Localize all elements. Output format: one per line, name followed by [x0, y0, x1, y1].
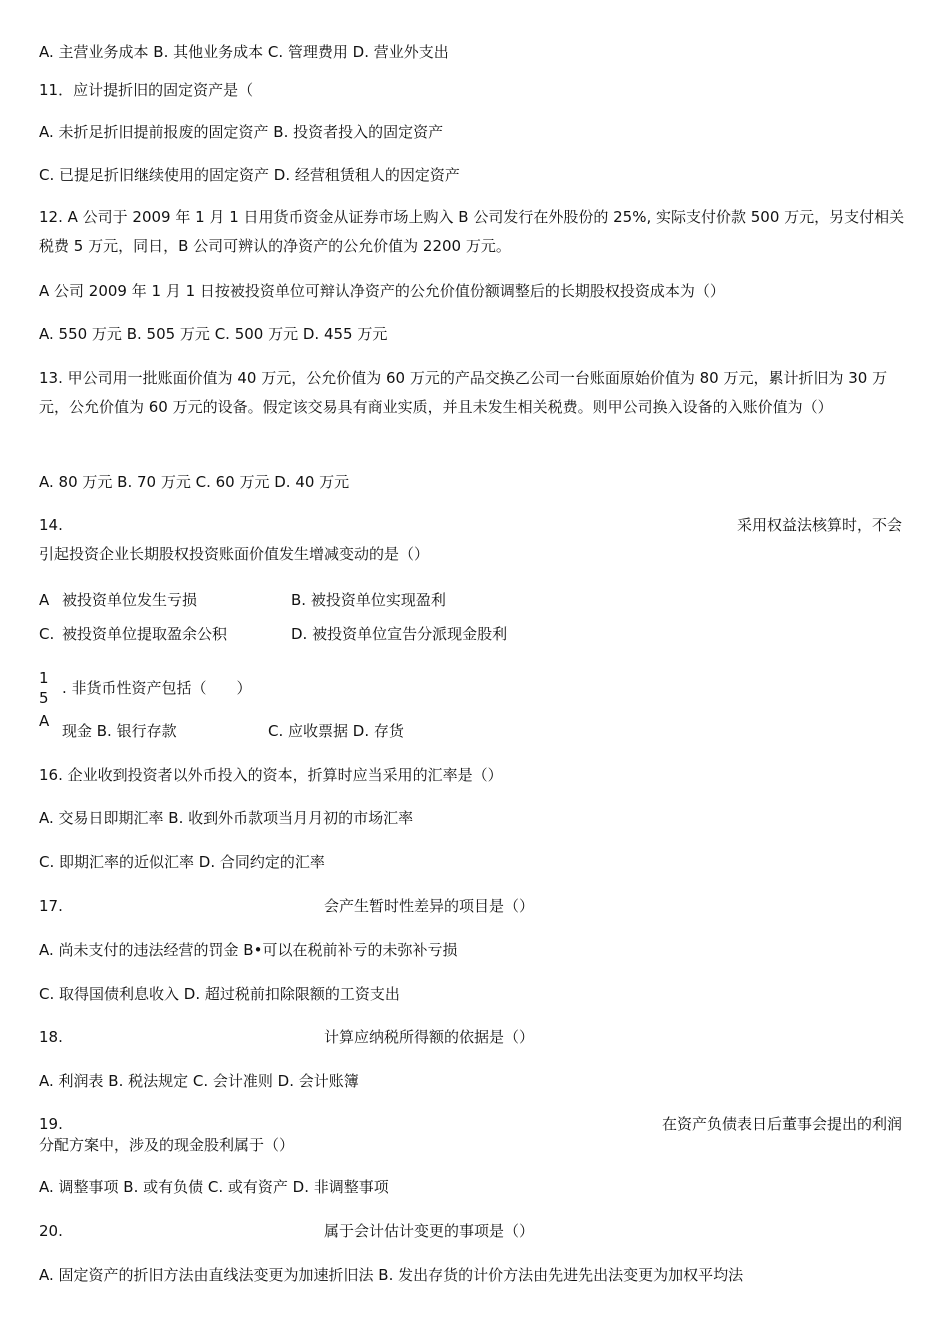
- q16-options-1: A. 交易日即期汇率 B. 收到外币款项当月月初的市场汇率: [39, 809, 414, 827]
- q18-stem: 计算应纳税所得额的依据是（）: [324, 1028, 535, 1046]
- q16-options-2: C. 即期汇率的近似汇率 D. 合同约定的汇率: [39, 853, 325, 871]
- q20-number: 20.: [39, 1222, 63, 1240]
- q12-stem-2: A 公司 2009 年 1 月 1 日按被投资单位可辩认净资产的公允价值份额调整后的长期股权投资成本为（）: [39, 282, 725, 300]
- q14-stem-cont: 引起投资企业长期股权投资账面价值发生增减变动的是（）: [39, 545, 430, 563]
- q14-option-a-label: A: [39, 591, 50, 609]
- q15-options-1: 现金 B. 银行存款: [62, 722, 177, 740]
- q13-options: A. 80 万元 B. 70 万元 C. 60 万元 D. 40 万元: [39, 473, 350, 491]
- q20-options-1: A. 固定资产的折旧方法由直线法变更为加速折旧法 B. 发出存货的计价方法由先进先出法变更为加权平均法: [39, 1266, 744, 1284]
- q17-stem: 会产生暂时性差异的项目是（）: [324, 897, 535, 915]
- q14-option-c: 被投资单位提取盈余公积: [62, 625, 228, 643]
- q15-options-2: C. 应收票据 D. 存货: [268, 722, 404, 740]
- q16-stem: 16. 企业收到投资者以外币投入的资本，折算时应当采用的汇率是（）: [39, 766, 503, 784]
- q15-option-a-label: A: [39, 712, 50, 730]
- q19-options: A. 调整事项 B. 或有负债 C. 或有资产 D. 非调整事项: [39, 1178, 389, 1196]
- q17-options-1: A. 尚未支付的违法经营的罚金 B•可以在税前补亏的未弥补亏损: [39, 941, 458, 959]
- q17-options-2: C. 取得国债利息收入 D. 超过税前扣除限额的工资支出: [39, 985, 400, 1003]
- q12-stem: 12. A 公司于 2009 年 1 月 1 日用货币资金从证券市场上购入 B 公司发行在外股份的 25%, 实际支付价款 500 万元，另支付相关税费 5 万元，同日，B 公司可辨认的净资产的公允价值为 2200 万元。: [39, 208, 905, 255]
- q19-stem-cont: 分配方案中，涉及的现金股利属于（）: [39, 1136, 295, 1154]
- q10-options: A. 主营业务成本 B. 其他业务成本 C. 管理费用 D. 营业外支出: [39, 43, 449, 61]
- q11-options-2: C. 已提足折旧继续使用的固定资产 D. 经营租赁租人的因定资产: [39, 166, 460, 184]
- q14-number: 14.: [39, 516, 63, 534]
- q11-stem: 11．应计提折旧的固定资产是（: [39, 81, 254, 99]
- q14-stem-right: 采用权益法核算时，不会: [736, 516, 902, 534]
- q14-option-b: B. 被投资单位实现盈利: [291, 591, 446, 609]
- q18-options: A. 利润表 B. 税法规定 C. 会计准则 D. 会计账簿: [39, 1072, 359, 1090]
- q15-number: 15: [39, 669, 49, 707]
- q15-stem: . 非货币性资产包括（ ）: [62, 679, 252, 697]
- q14-option-a: 被投资单位发生亏损: [62, 591, 198, 609]
- q14-option-d: D. 被投资单位宣告分派现金股利: [291, 625, 508, 643]
- q12-options: A. 550 万元 B. 505 万元 C. 500 万元 D. 455 万元: [39, 325, 388, 343]
- q11-options-1: A. 未折足折旧提前报废的固定资产 B. 投资者投入的固定资产: [39, 123, 444, 141]
- q17-number: 17.: [39, 897, 63, 915]
- q19-number: 19.: [39, 1115, 63, 1133]
- q19-stem-right: 在资产负债表日后董事会提出的利润: [661, 1115, 902, 1133]
- q20-stem: 属于会计估计变更的事项是（）: [324, 1222, 535, 1240]
- q14-option-c-label: C.: [39, 625, 55, 643]
- q13-stem: 13. 甲公司用一批账面价值为 40 万元，公允价值为 60 万元的产品交换乙公司一台账面原始价值为 80 万元，累计折旧为 30 万元，公允价值为 60 万元的设备。假定该交易具有商业实质，并且未发生相关税费。则甲公司换入设备的入账价值为（）: [39, 369, 888, 416]
- q18-number: 18.: [39, 1028, 63, 1046]
